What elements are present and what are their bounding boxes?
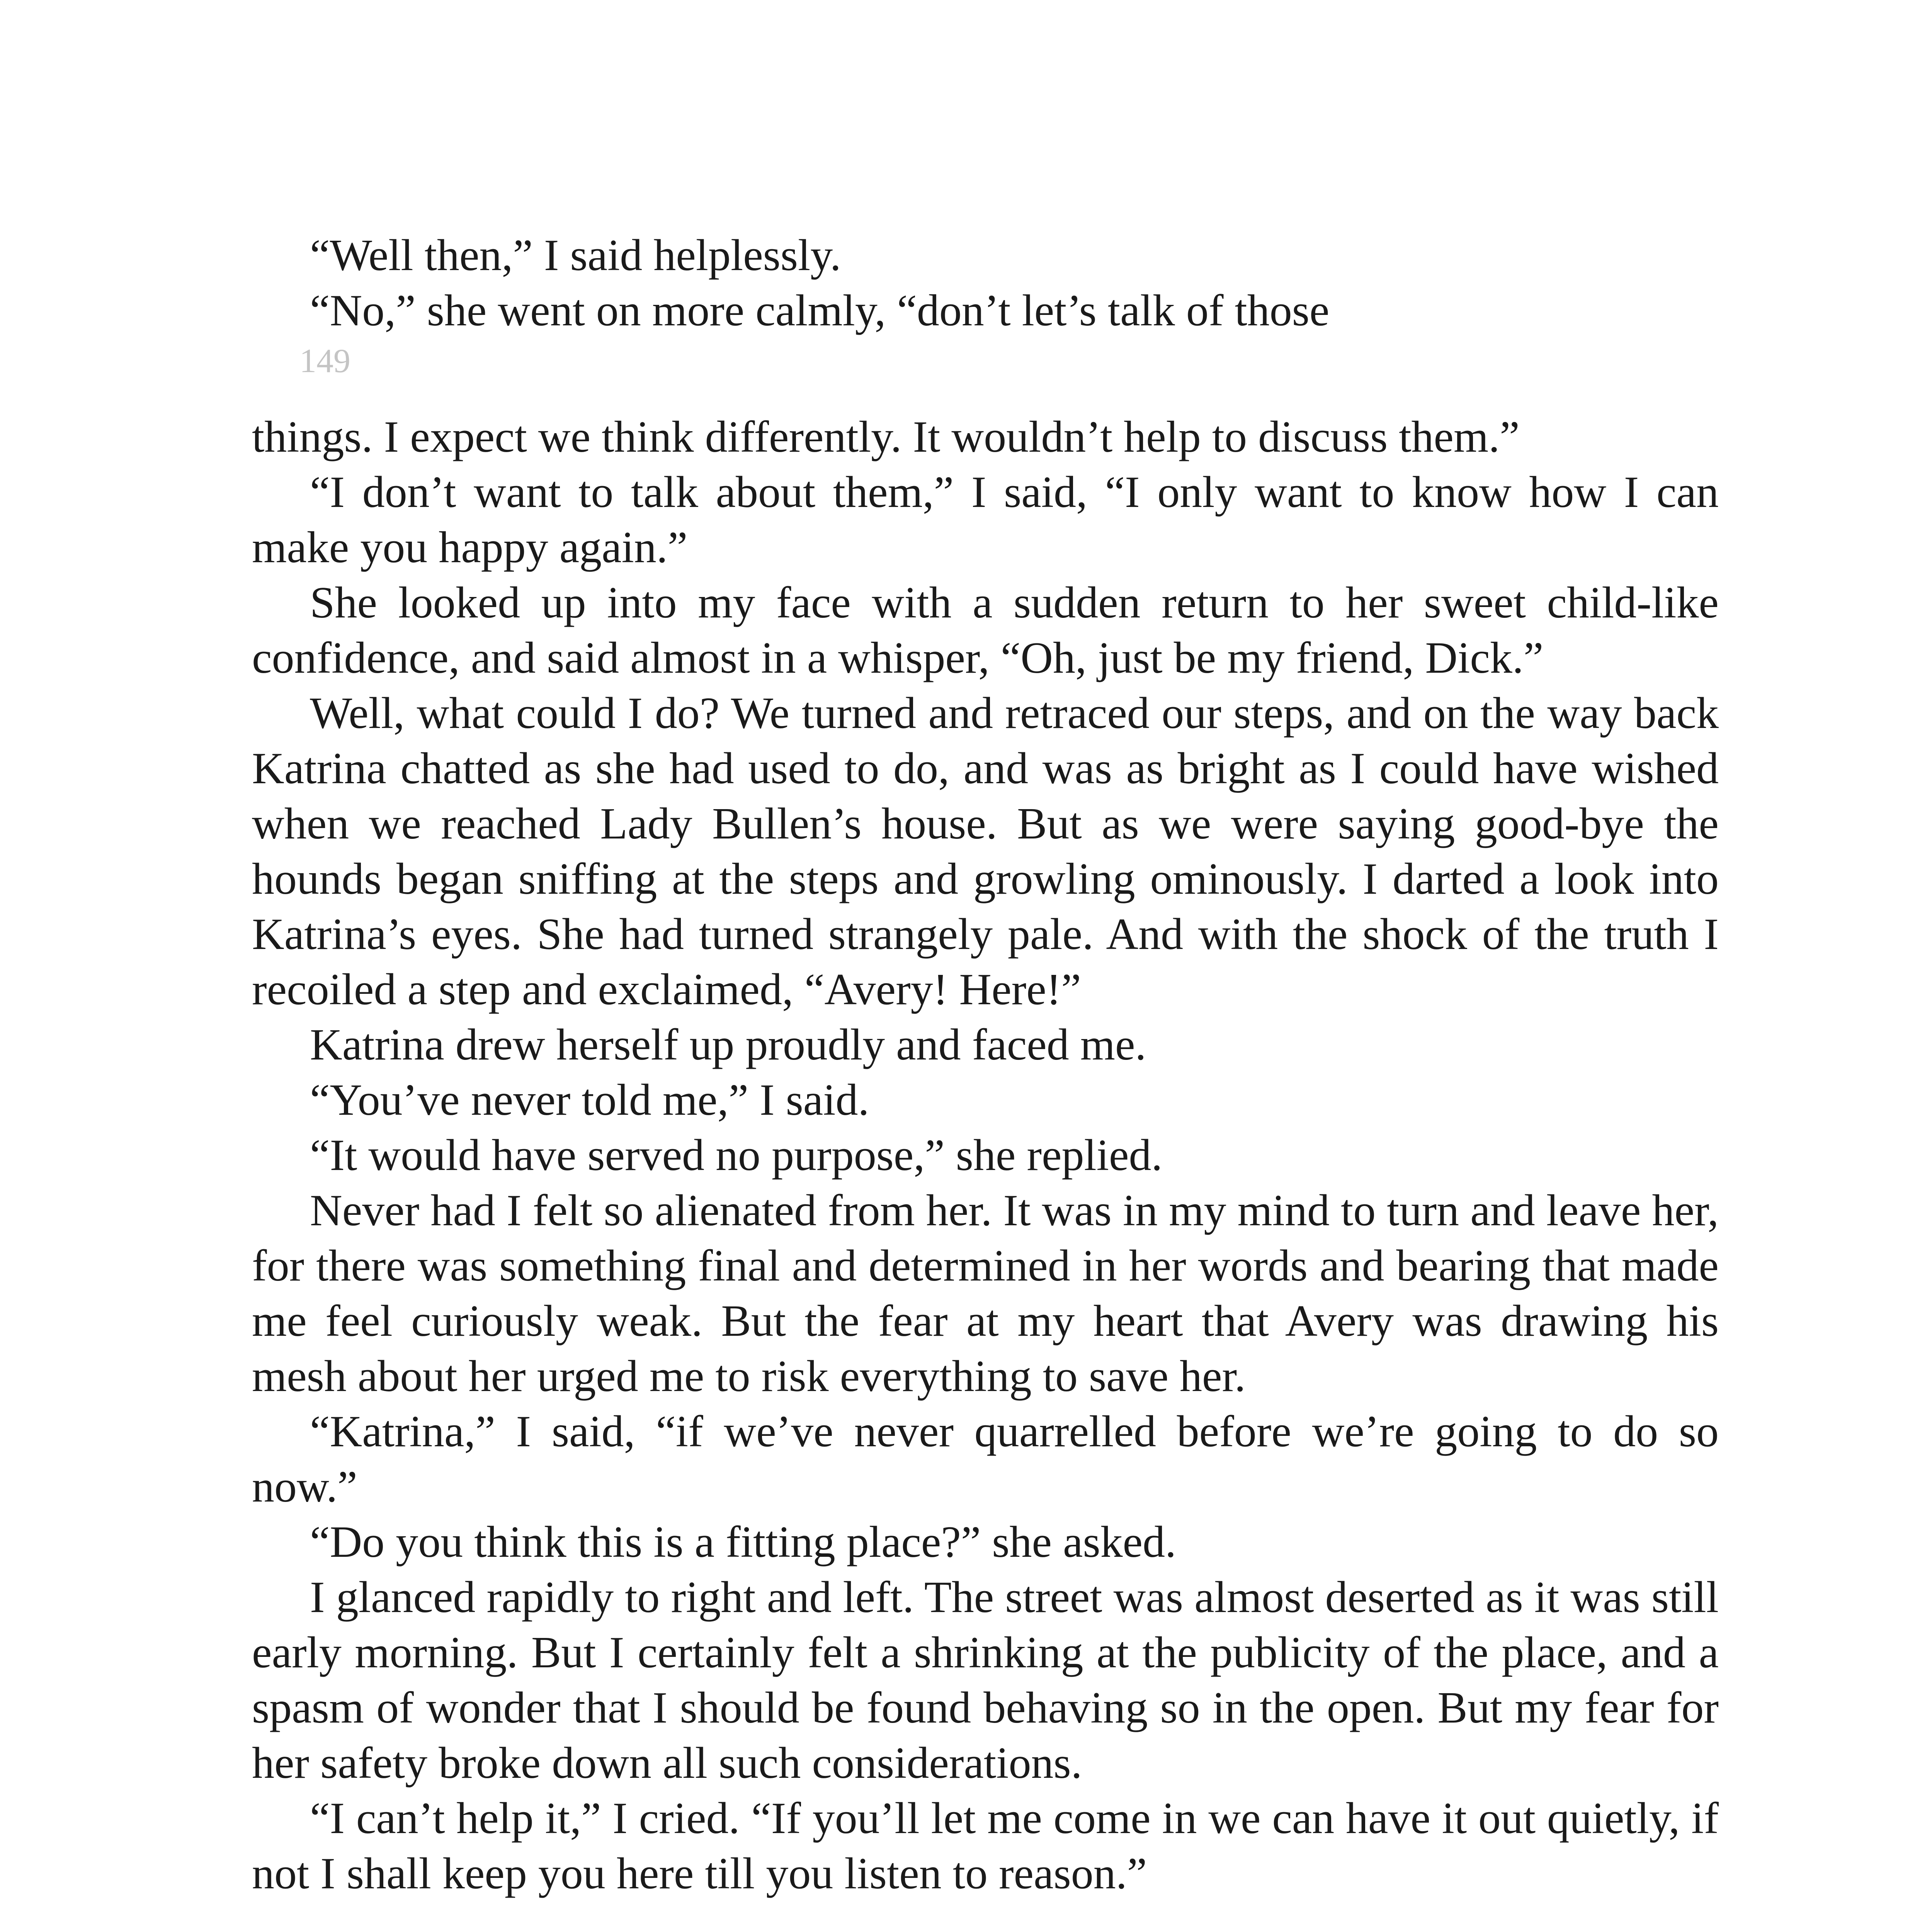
paragraph: “Do you think this is a fitting place?” she asked.: [310, 1517, 1177, 1567]
paragraph: I glanced rapidly to right and left. The street was almost deserted as it was still early morning. But I certainly felt a shrinking at the publicity of the place, and a spasm of wonder that I should be found behaving so in the open. But my fear for her safety broke down all such considerations.: [252, 1573, 1719, 1788]
paragraph: “Katrina,” I said, “if we’ve never quarrelled before we’re going to do so now.”: [252, 1407, 1719, 1512]
paragraph: “It would have served no purpose,” she replied.: [310, 1131, 1163, 1180]
paragraph-continuation: things. I expect we think differently. It wouldn’t help to discuss them.”: [252, 412, 1520, 462]
text-block-top: [252, 228, 1719, 338]
paragraph: She looked up into my face with a sudden return to her sweet child-like confidence, and said almost in a whisper, “Oh, just be my friend, Dick.”: [252, 578, 1719, 683]
page-number-marker: 149: [299, 342, 350, 380]
paragraph: Katrina drew herself up proudly and faced me.: [310, 1020, 1146, 1070]
text-block-main: [252, 410, 1719, 1901]
paragraph: Well, what could I do? We turned and retraced our steps, and on the way back Katrina chatted as she had used to do, and was as bright as I could have wished when we reached Lady Bullen’s house. But as we were saying good-bye the hounds began sniffing at the steps and growling ominously. I darted a look into Katrina’s eyes. She had turned strangely pale. And with the shock of the truth I recoiled a step and exclaimed, “Avery! Here!”: [252, 689, 1719, 1014]
paragraph: “Well then,” I said helplessly.: [310, 231, 841, 280]
paragraph: “I can’t help it,” I cried. “If you’ll let me come in we can have it out quietly, if not I shall keep you here till you listen to reason.”: [252, 1794, 1719, 1898]
paragraph: “You’ve never told me,” I said.: [310, 1075, 869, 1125]
paragraph: “No,” she went on more calmly, “don’t let’s talk of those: [310, 286, 1330, 335]
paragraph: “I don’t want to talk about them,” I said, “I only want to know how I can make you happy again.”: [252, 468, 1719, 572]
paragraph: Never had I felt so alienated from her. It was in my mind to turn and leave her, for there was something final and determined in her words and bearing that made me feel curiously weak. But the fear at my heart that Avery was drawing his mesh about her urged me to risk everything to save her.: [252, 1186, 1719, 1401]
